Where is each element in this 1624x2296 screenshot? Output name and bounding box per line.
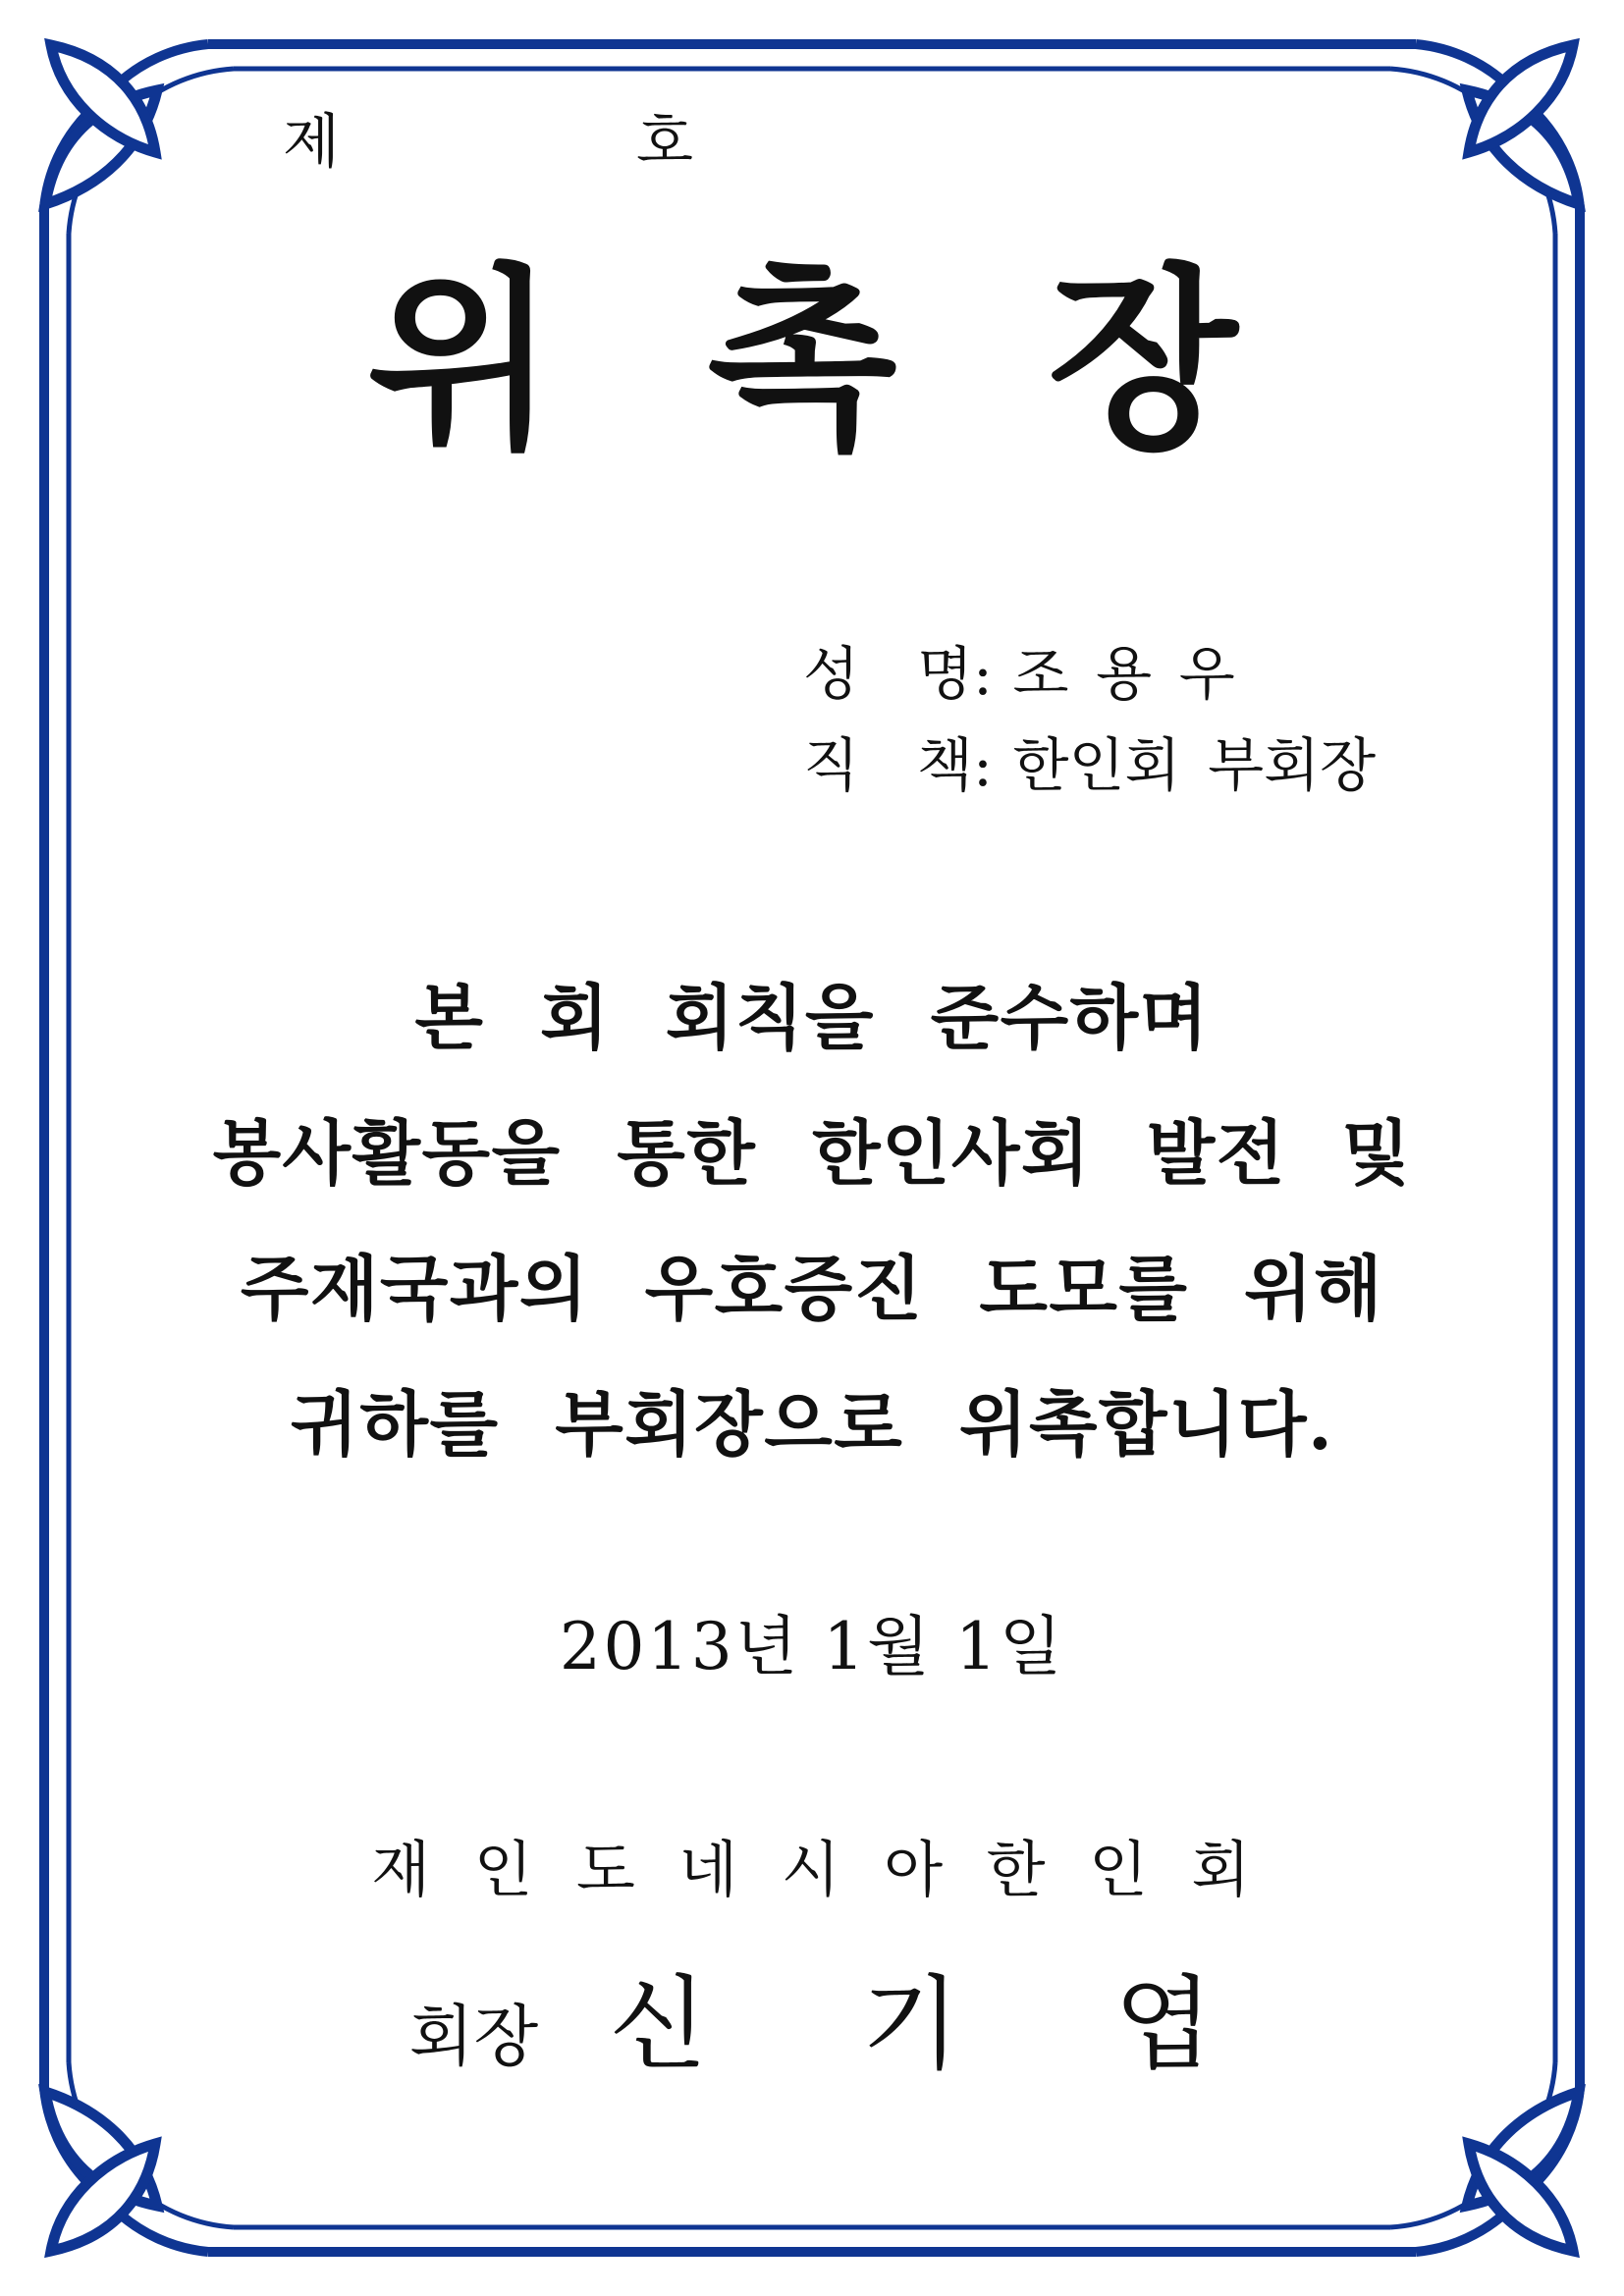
certificate-title: 위 촉 장 bbox=[366, 245, 1258, 476]
organization-name: 재 인 도 네 시 아 한 인 회 bbox=[371, 1834, 1253, 1905]
recipient-name-value: 조 용 우 bbox=[1012, 640, 1235, 708]
corner-ornament-top-left bbox=[44, 44, 234, 234]
signature-row bbox=[0, 1963, 1624, 2086]
recipient-name-row bbox=[803, 628, 1376, 720]
doc-number-prefix: 제 bbox=[283, 108, 340, 177]
leaf-icon bbox=[51, 2144, 155, 2251]
body-line-1: 본 회 회칙을 준수하며 bbox=[414, 976, 1210, 1059]
recipient-position-label: 직 책: bbox=[803, 731, 993, 799]
certificate-body bbox=[0, 950, 1624, 1492]
body-line-2: 봉사활동을 통한 한인사회 발전 및 bbox=[212, 1111, 1412, 1195]
recipient-position-row bbox=[803, 720, 1376, 811]
corner-ornament-top-right bbox=[1390, 44, 1580, 234]
body-line-3: 주재국과의 우호증진 도모를 위해 bbox=[240, 1247, 1384, 1330]
doc-number bbox=[283, 110, 693, 175]
leaf-icon bbox=[45, 90, 157, 204]
signer-name: 신 기 엽 bbox=[609, 1964, 1216, 2084]
issue-date: 2013년 1월 1일 bbox=[559, 1609, 1065, 1684]
leaf-icon bbox=[45, 2092, 157, 2206]
recipient-info bbox=[803, 628, 1376, 811]
leaf-icon bbox=[1467, 90, 1579, 204]
signer-title: 회장 bbox=[408, 1999, 539, 2076]
leaf-icon bbox=[1469, 2144, 1573, 2251]
leaf-icon bbox=[1469, 45, 1573, 152]
leaf-icon bbox=[51, 45, 155, 152]
recipient-position-value: 한인회 부회장 bbox=[1012, 731, 1377, 799]
corner-ornament-bottom-left bbox=[44, 2062, 234, 2252]
corner-ornament-bottom-right bbox=[1390, 2062, 1580, 2252]
leaf-icon bbox=[1467, 2092, 1579, 2206]
recipient-name-label: 성 명: bbox=[803, 640, 993, 708]
body-line-4: 귀하를 부회장으로 위촉합니다. bbox=[290, 1382, 1334, 1466]
doc-number-suffix: 호 bbox=[636, 108, 693, 177]
